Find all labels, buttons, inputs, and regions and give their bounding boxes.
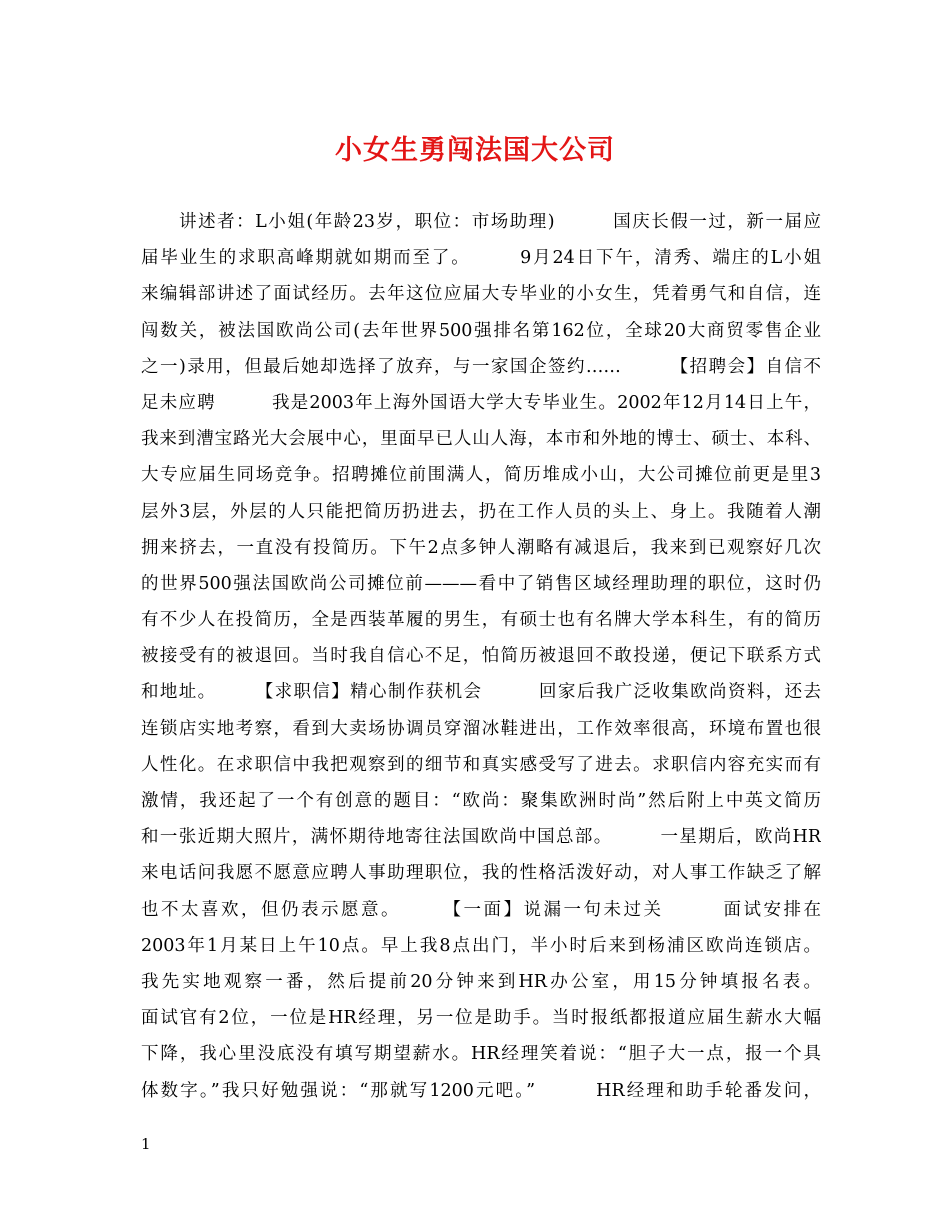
paragraph-line: 闯数关，被法国欧尚公司(去年世界500强排名第162位，全球20大商贸零售企业 bbox=[141, 320, 821, 341]
paragraph-line: 足未应聘 我是2003年上海外国语大学大专毕业生。2002年12月14日上午， bbox=[141, 392, 821, 413]
paragraph-line: 连锁店实地考察，看到大卖场协调员穿溜冰鞋进出，工作效率很高，环境布置也很 bbox=[141, 718, 821, 739]
paragraph-line: 激情，我还起了一个有创意的题目：“欧尚：聚集欧洲时尚”然后附上中英文简历 bbox=[141, 791, 821, 811]
paragraph-line: 来编辑部讲述了面试经历。去年这位应届大专毕业的小女生，凭着勇气和自信，连 bbox=[141, 284, 821, 305]
paragraph-line: 的世界500强法国欧尚公司摊位前———看中了销售区域经理助理的职位，这时仍 bbox=[141, 573, 821, 594]
paragraph-line: 体数字。”我只好勉强说：“那就写1200元吧。” HR经理和助手轮番发问， bbox=[141, 1080, 821, 1101]
paragraph-line: 面试官有2位，一位是HR经理，另一位是助手。当时报纸都报道应届生薪水大幅 bbox=[141, 1008, 821, 1029]
paragraph-line: 层外3层，外层的人只能把简历扔进去，扔在工作人员的头上、身上。我随着人潮 bbox=[141, 501, 821, 522]
document-body bbox=[141, 204, 821, 1109]
paragraph-line: 也不太喜欢，但仍表示愿意。 【一面】说漏一句未过关 面试安排在 bbox=[141, 899, 821, 920]
page-number: 1 bbox=[141, 1135, 151, 1153]
document-title: 小女生勇闯法国大公司 bbox=[335, 135, 615, 166]
paragraph-line: 拥来挤去，一直没有投简历。下午2点多钟人潮略有减退后，我来到已观察好几次 bbox=[141, 537, 821, 558]
paragraph-line: 下降，我心里没底没有填写期望薪水。HR经理笑着说：“胆子大一点，报一个具 bbox=[141, 1044, 821, 1065]
paragraph-line: 和地址。 【求职信】精心制作获机会 回家后我广泛收集欧尚资料，还去 bbox=[141, 682, 821, 703]
paragraph-line: 之一)录用，但最后她却选择了放弃，与一家国企签约…… 【招聘会】自信不 bbox=[141, 356, 821, 377]
paragraph-line: 来电话问我愿不愿意应聘人事助理职位，我的性格活泼好动，对人事工作缺乏了解 bbox=[141, 863, 821, 884]
paragraph-line: 我先实地观察一番，然后提前20分钟来到HR办公室，用15分钟填报名表。 bbox=[141, 971, 821, 992]
paragraph-line: 2003年1月某日上午10点。早上我8点出门，半小时后来到杨浦区欧尚连锁店。 bbox=[141, 935, 821, 956]
paragraph-line: 届毕业生的求职高峰期就如期而至了。 9月24日下午，清秀、端庄的L小姐 bbox=[141, 248, 821, 269]
paragraph-line: 我来到漕宝路光大会展中心，里面早已人山人海，本市和外地的博士、硕士、本科、 bbox=[141, 429, 821, 450]
paragraph-line: 大专应届生同场竞争。招聘摊位前围满人，简历堆成小山，大公司摊位前更是里3 bbox=[141, 465, 821, 486]
paragraph-line: 和一张近期大照片，满怀期待地寄往法国欧尚中国总部。 一星期后，欧尚HR bbox=[141, 827, 821, 848]
paragraph-line: 有不少人在投简历，全是西装革履的男生，有硕士也有名牌大学本科生，有的简历 bbox=[141, 610, 821, 631]
paragraph-line: 讲述者：L小姐(年龄23岁，职位：市场助理) 国庆长假一过，新一届应 bbox=[141, 212, 821, 232]
paragraph-line: 被接受有的被退回。当时我自信心不足，怕简历被退回不敢投递，便记下联系方式 bbox=[141, 646, 821, 667]
paragraph-line: 人性化。在求职信中我把观察到的细节和真实感受写了进去。求职信内容充实而有 bbox=[141, 754, 821, 775]
